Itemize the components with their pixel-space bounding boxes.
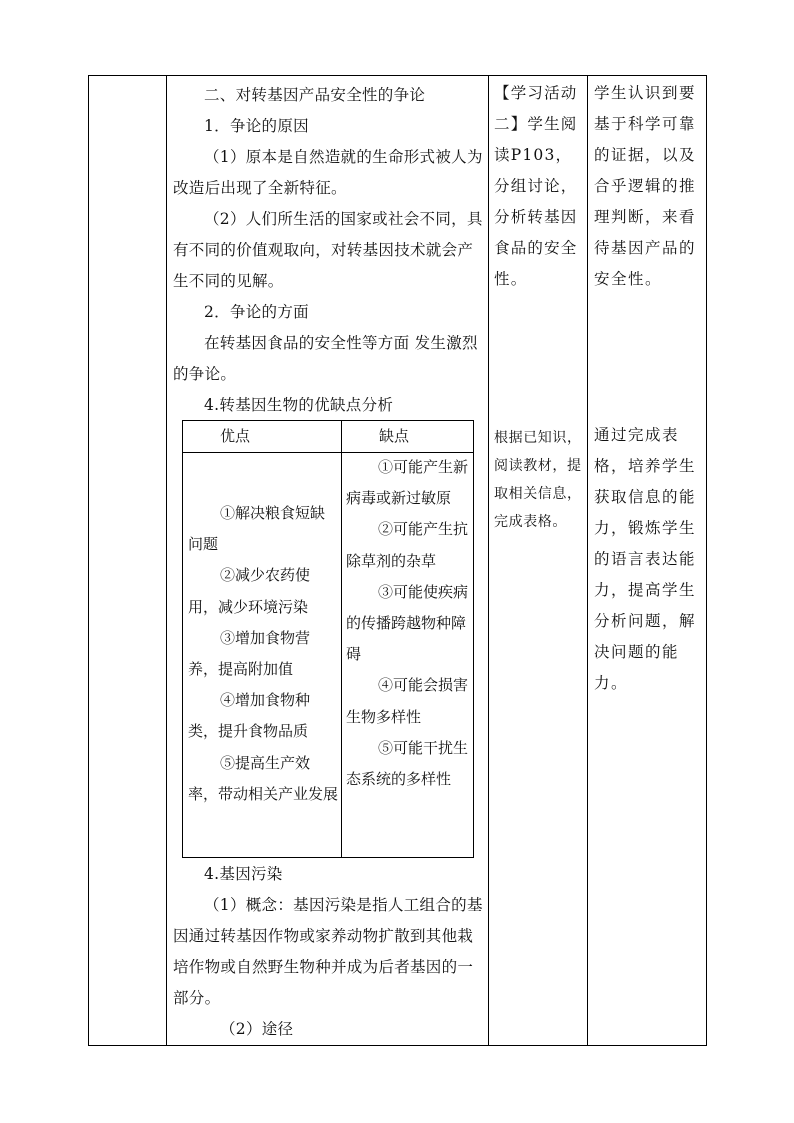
pros-item: ①解决粮食短缺问题 xyxy=(188,504,326,554)
column-divider-1 xyxy=(166,75,167,1046)
cons-header: 缺点 xyxy=(379,427,410,445)
section-2-title: 2．争论的方面 xyxy=(204,303,309,321)
cons-item: ②可能产生抗除草剂的杂草 xyxy=(346,520,469,570)
teaching-content-continued xyxy=(173,859,483,1045)
column-divider-2 xyxy=(488,75,489,1046)
table-bottom-border xyxy=(88,1045,707,1046)
section-1-paragraph-1: （1）原本是自然造就的生命形式被人为改造后出现了全新特征。 xyxy=(173,148,483,197)
column-divider-3 xyxy=(587,75,588,1046)
cons-list xyxy=(346,452,470,795)
pros-header: 优点 xyxy=(220,427,251,445)
section-4-title: 4.基因污染 xyxy=(204,865,283,883)
section-heading: 二、对转基因产品安全性的争论 xyxy=(204,86,426,104)
table-top-border xyxy=(88,75,707,76)
cons-item: ④可能会损害生物多样性 xyxy=(346,676,469,726)
table-right-border xyxy=(706,75,707,1046)
teaching-content-column xyxy=(173,80,483,421)
pros-cons-table xyxy=(182,420,474,858)
student-activity-1: 【学习活动二】学生阅读P103，分组讨论，分析转基因食品的安全性。 xyxy=(494,84,578,288)
design-intent-2: 通过完成表格，培养学生获取信息的能力，锻炼学生的语言表达能力，提高学生分析问题，解决问题的能力。 xyxy=(594,426,697,692)
student-activity-2: 根据已知识，阅读教材，提取相关信息，完成表格。 xyxy=(494,430,582,530)
pros-list xyxy=(188,498,338,810)
design-intent-1: 学生认识到要基于科学可靠的证据，以及合乎逻辑的推理判断，来看待基因产品的安全性。 xyxy=(594,84,697,288)
section-1-title: 1．争论的原因 xyxy=(204,117,309,135)
section-1-paragraph-2: （2）人们所生活的国家或社会不同，具有不同的价值观取向，对转基因技术就会产生不同的见解。 xyxy=(173,210,483,290)
pros-item: ②减少农药使用，减少环境污染 xyxy=(188,566,311,616)
pros-item: ③增加食物营养，提高附加值 xyxy=(188,628,311,679)
section-4-paragraph-1: （1）概念：基因污染是指人工组合的基因通过转基因作物或家养动物扩散到其他栽培作物或自然野生物种并成为后者基因的一部分。 xyxy=(173,896,483,1007)
cons-item: ①可能产生新病毒或新过敏原 xyxy=(346,458,469,508)
pros-item: ⑤提高生产效率，带动相关产业发展 xyxy=(188,753,339,803)
pros-item: ④增加食物种类，提升食物品质 xyxy=(188,691,311,741)
cons-item: ③可能使疾病的传播跨越物种障碍 xyxy=(346,582,469,664)
section-3-title: 4.转基因生物的优缺点分析 xyxy=(204,396,394,414)
section-2-paragraph: 在转基因食品的安全性等方面 发生激烈的争论。 xyxy=(173,334,478,383)
table-left-border xyxy=(88,75,89,1046)
cons-item: ⑤可能干扰生态系统的多样性 xyxy=(346,738,469,789)
section-4-paragraph-2: （2）途径 xyxy=(220,1020,294,1038)
